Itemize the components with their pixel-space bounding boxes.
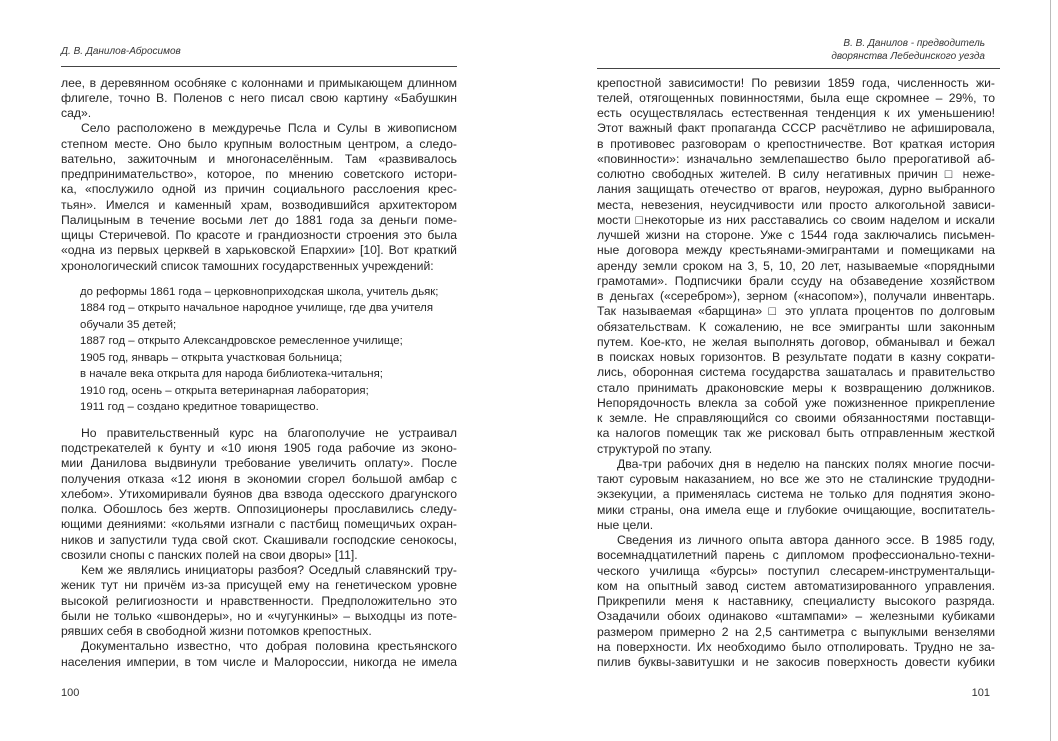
text-line: ком на опытный завод систем автоматизированного управления.: [597, 578, 995, 593]
text-line: Так называемая «барщина» □ это уплата процентов по долговым: [597, 304, 995, 319]
text-line: предпринимательство», которое, по мнению советского истори-: [61, 167, 457, 181]
text-line: хронологический список тамошних государственных учреждений:: [61, 258, 434, 273]
text-line: получения отказа «12 июня в экономии сгорел большой амбар с: [61, 471, 457, 486]
text-line: аренду земли сроком на 3, 5, 10, 20 лет, называемые «порядными: [597, 258, 995, 273]
text-line: «повинности»: изначально землепашество было прерогативой аб-: [597, 151, 995, 166]
text-line: лее, в деревянном особняке с колоннами и примыкающем длинном: [61, 75, 457, 90]
text-line: лания защищать отечество от врагов, неурожая, дурно выбранного: [597, 182, 995, 197]
paragraph: [597, 76, 995, 457]
text-line: в деньгах («серебром»), зерном («насопом»), получали инвентарь.: [597, 289, 995, 303]
text-line: солютно свободных жителей. В силу негативных причин □ неже-: [597, 167, 995, 181]
text-line: есть осуществлялась естественная тенденция к их уменьшению!: [597, 106, 995, 120]
text-line: ческого училища «бурсы» поступил слесарем-инструментальщи-: [597, 563, 995, 578]
text-line: пилив буквы-завитушки и не закосив поверхность довести кубики: [597, 655, 995, 669]
list-item: 1910 год, осень – открыта ветеринарная лаборатория;: [80, 384, 369, 397]
text-block: [597, 76, 995, 671]
paragraph: [61, 563, 457, 639]
text-line: флигеле, точно В. Поленов с него писал свою картину «Бабушкин: [61, 90, 457, 105]
text-line: обязательствам. К сожалению, не все эмигранты шли законным: [597, 319, 995, 334]
page-body: [597, 76, 995, 671]
text-line: путем. Кое-кто, не желая выполнять договор, обманывал и бежал: [597, 334, 995, 349]
header-rule: [597, 68, 1000, 69]
text-line: лись, оборонная система государства зашаталась и правительство: [597, 365, 995, 380]
text-line: населения империи, в том числе и Малороссии, никогда не имела: [61, 654, 457, 669]
text-line: к земле. Не справляющийся со своими обязанностями поставщи-: [597, 411, 995, 425]
text-line: размером примерно 2 на 2,5 сантиметра с выпуклыми вензелями: [597, 624, 995, 639]
page-body: [61, 76, 457, 670]
text-line: ные цели.: [597, 517, 654, 532]
text-line: ка налогов помещик так же рисковал быть отправленным жесткой: [597, 426, 995, 441]
text-line: высокой религиозности и нравственности. Предположительно это: [61, 593, 457, 608]
text-line: были не только «швондеры», но и «чугункины» – выходцы из поте-: [61, 608, 457, 623]
text-line: свозили снопы с панских полей на свои дворы» [11].: [61, 547, 358, 562]
text-line: Два-три рабочих дня в неделю на панских полях многие посчи-: [617, 456, 995, 471]
text-line: на поверхности. Их необходимо было отполировать. Трудно не за-: [597, 639, 995, 654]
text-line: мии Данилова выдвинули требование увеличить оплату». После: [61, 456, 457, 471]
text-line: ников и запустили туда свой скот. Скашивали господские сенокосы,: [61, 532, 457, 547]
right-page: [597, 0, 995, 741]
page-number: 101: [971, 687, 990, 699]
text-line: «одна из первых церквей в харьковской Епархии» [10]. Вот краткий: [61, 243, 457, 258]
list-item: 1884 год – открыто начальное народное училище, где два учителя: [80, 302, 433, 315]
text-line: ка, «послужило одной из причин социального расслоения крес-: [61, 182, 457, 197]
text-line: женик тут ни причём из-за присущей ему на генетическом уровне: [61, 578, 457, 593]
text-line: Озадачили обоих одинаково «штампами» – железными кубиками: [597, 609, 995, 624]
list-item: 1887 год – открыто Александровское ремесленное училище;: [80, 335, 403, 348]
text-line: экзекуции, а применялась система не только для поднятия эконо-: [597, 487, 995, 502]
page-edge: [1050, 0, 1051, 741]
running-header-line: В. В. Данилов - предводитель: [843, 38, 985, 49]
list-item: 1911 год – создано кредитное товарищество.: [80, 401, 319, 414]
paragraph: [597, 533, 995, 670]
text-line: хлебом». Утихомиривали буянов два взвода одесского драгунского: [61, 486, 457, 501]
text-line: места, невезения, неусидчивости или просто алкогольной зависи-: [597, 197, 995, 212]
text-line: ные договора между крестьянами-эмигрантами и помещиками на: [597, 243, 995, 258]
paragraph: [61, 121, 457, 274]
text-line: мики страны, она имела еще и глубокие очищающие, воспитатель-: [597, 502, 995, 517]
text-line: крепостной зависимости! По ревизии 1859 года, численность жи-: [597, 75, 995, 90]
chronology-list: [80, 284, 457, 416]
text-line: Непорядочность влекла за собой уже пожизненное прикрепление: [597, 395, 995, 410]
paragraph: [597, 457, 995, 533]
text-line: степном месте. Оно было крупным волостным центром, а следо-: [61, 136, 457, 151]
text-line: рявших себя в свободной жизни потомков крепостных.: [61, 624, 372, 638]
left-page: [61, 0, 457, 741]
text-line: тьян». Имелся и каменный храм, возводившийся архитектором: [61, 197, 457, 212]
paragraph: [61, 426, 457, 563]
text-line: лучшей жизни на стороне. Уже с 1544 года заключались письмен-: [597, 228, 995, 242]
list-item: до реформы 1861 года – церковноприходская школа, учитель дьяк;: [80, 285, 439, 298]
text-block: [61, 426, 457, 670]
text-line: вательно, зажиточным и многонаселённым. Там «развивалось: [61, 151, 457, 166]
text-line: сад».: [61, 106, 92, 120]
text-line: грамотами». Подписчики брали ссуду на обзаведение хозяйством: [597, 273, 995, 288]
text-line: Но правительственный курс на благополучие не устраивал: [81, 425, 457, 440]
paragraph: [61, 639, 457, 670]
text-line: Кем же являлись инициаторы разбоя? Оседлый славянский тру-: [81, 563, 457, 577]
page-number: 100: [61, 687, 80, 699]
text-line: ющими деяниями: «кольями изгнали с пастбищ помещичьих охран-: [61, 517, 457, 532]
text-line: стало принимать драконовские меры к возвращению должников.: [597, 380, 995, 395]
running-header-line: дворянства Лебединского уезда: [831, 51, 985, 62]
paragraph: [61, 76, 457, 122]
text-line: в поисках новых горизонтов. В результате подати в казну сократи-: [597, 350, 995, 364]
list-item: обучали 35 детей;: [80, 318, 177, 331]
text-line: телей, отягощенных повинностями, была еще скромнее – 29%, то: [597, 90, 995, 105]
text-line: Палицыным в течение восьми лет до 1881 года за деньги поме-: [61, 212, 457, 227]
text-line: Документально известно, что добрая половина крестьянского: [81, 639, 457, 654]
text-block: [61, 76, 457, 274]
text-line: в противовес разговорам о крепостничестве. Вот краткая история: [597, 136, 995, 151]
text-line: Сведения из личного опыта автора данного эссе. В 1985 году,: [617, 533, 995, 547]
text-line: тают суровым наказанием, но все же это не сталинские трудодни-: [597, 472, 995, 486]
text-line: Прикрепили меня к наставнику, специалисту высокого разряда.: [597, 594, 995, 608]
text-line: мости □некоторые из них расставались со своим наделом и искали: [597, 212, 995, 227]
text-line: структурой по этапу.: [597, 441, 713, 456]
text-line: подстрекателей к бунту и «10 июня 1905 года рабочие из эконо-: [61, 441, 457, 455]
header-rule: [61, 66, 457, 67]
text-line: Этот важный факт пропаганда СССР расчётливо не афишировала,: [597, 121, 995, 136]
list-item: в начале века открыта для народа библиотека-читальня;: [80, 368, 383, 381]
text-line: щицы Стеричевой. По красоте и грандиозности строения это была: [61, 228, 457, 242]
text-line: Село расположено в междуречье Псла и Сулы в живописном: [81, 121, 457, 136]
list-item: 1905 год, январь – открыта участковая больница;: [80, 351, 343, 364]
running-header: Д. В. Данилов-Абросимов: [61, 46, 181, 57]
text-line: восемнадцатилетний парень с дипломом профессионально-техни-: [597, 548, 995, 563]
running-header: [831, 37, 985, 63]
text-line: полка. Обошлось без жертв. Оппозиционеры прославились следу-: [61, 502, 457, 516]
